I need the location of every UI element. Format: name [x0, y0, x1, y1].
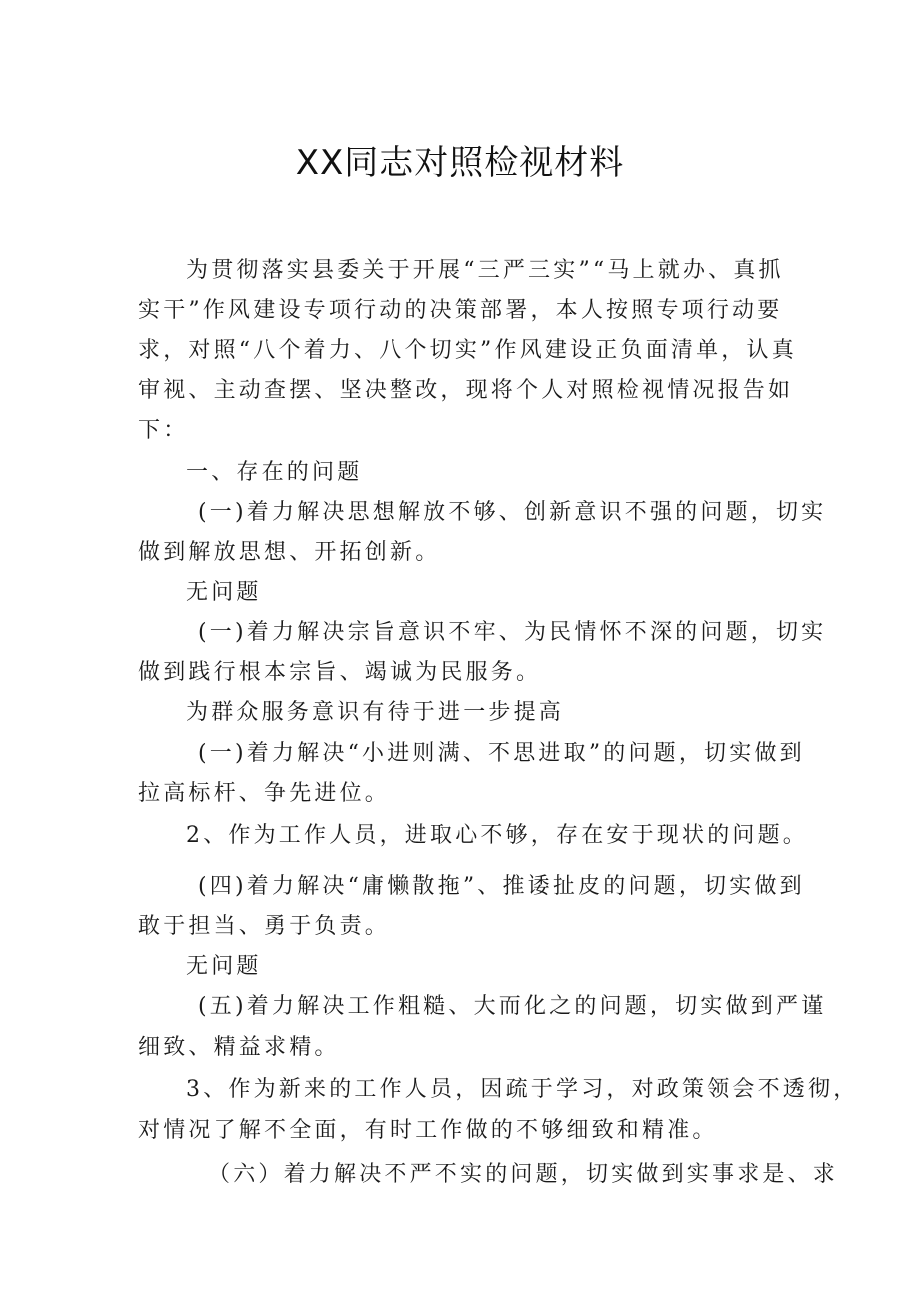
- document-title: XX同志对照检视材料: [295, 143, 625, 183]
- item-heading-line: 细致、精益求精。: [138, 1035, 340, 1060]
- item-response: 无问题: [186, 954, 262, 979]
- item-response: 3、作为新来的工作人员，因疏于学习，对政策领会不透彻，: [186, 1077, 859, 1102]
- item-response: 无问题: [186, 580, 262, 605]
- item-response: 2、作为工作人员，进取心不够，存在安于现状的问题。: [186, 823, 808, 848]
- item-heading-line: 敢于担当、勇于负责。: [138, 914, 391, 939]
- item-heading-line: 拉高标杆、争先进位。: [138, 781, 391, 806]
- item-heading-line: 做到解放思想、开拓创新。: [138, 540, 441, 565]
- paragraph-line: 下：: [138, 418, 189, 443]
- item-heading: (五)着力解决工作粗糙、大而化之的问题，切实做到严谨: [198, 994, 827, 1019]
- item-response: 为群众服务意识有待于进一步提高: [186, 700, 565, 725]
- item-response-line: 对情况了解不全面，有时工作做的不够细致和精准。: [138, 1118, 718, 1143]
- paragraph-line: 求，对照“八个着力、八个切实”作风建设正负面清单，认真: [138, 338, 797, 363]
- item-heading: (四)着力解决“庸懒散拖”、推诿扯皮的问题，切实做到: [198, 874, 805, 899]
- paragraph-line: 为贯彻落实县委关于开展“三严三实”“马上就办、真抓: [186, 258, 784, 283]
- item-heading: （六）着力解决不严不实的问题，切实做到实事求是、求: [208, 1162, 839, 1187]
- item-heading: (一)着力解决宗旨意识不牢、为民情怀不深的问题，切实: [198, 620, 827, 645]
- item-heading-line: 做到践行根本宗旨、竭诚为民服务。: [138, 660, 542, 685]
- paragraph-line: 实干”作风建设专项行动的决策部署，本人按照专项行动要: [138, 298, 783, 323]
- section-heading: 一、存在的问题: [186, 460, 363, 485]
- item-heading: (一)着力解决“小进则满、不思进取”的问题，切实做到: [198, 741, 805, 766]
- item-heading: (一)着力解决思想解放不够、创新意识不强的问题，切实: [198, 500, 827, 525]
- paragraph-line: 审视、主动查摆、坚决整改，现将个人对照检视情况报告如: [138, 378, 794, 403]
